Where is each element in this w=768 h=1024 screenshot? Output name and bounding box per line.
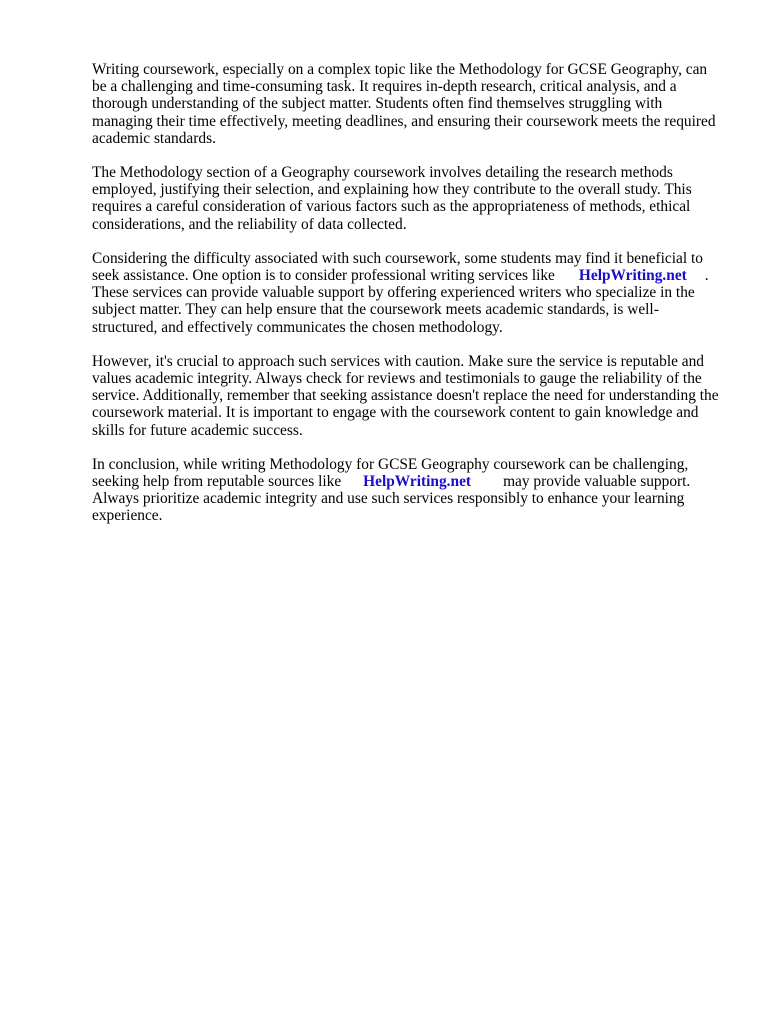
paragraph-text-after: may provide valuable support. Always prioritize academic integrity and use such services responsibly to enhance your learning experience. [92, 473, 691, 525]
helpwriting-link[interactable]: HelpWriting.net [578, 267, 687, 285]
helpwriting-link[interactable]: HelpWriting.net [363, 473, 472, 491]
paragraph-text: However, it's crucial to approach such services with caution. Make sure the service is reputable and values academic integrity. Always check for reviews and testimonials to gauge the reliability of the service. Additionally, remember that seeking assistance doesn't replace the need for understanding the coursework material. It is important to engage with the coursework content to gain knowledge and skills for future academic success. [92, 352, 719, 439]
document-page [92, 61, 724, 542]
paragraph-assistance [92, 250, 724, 336]
paragraph-text-before: In conclusion, while writing Methodology for GCSE Geography coursework can be challenging, seeking help from reputable sources like [92, 455, 689, 491]
paragraph-conclusion [92, 456, 724, 525]
paragraph-text: The Methodology section of a Geography coursework involves detailing the research methods employed, justifying their selection, and explaining how they contribute to the overall study. This requires a careful consideration of various factors such as the appropriateness of methods, ethical considerations, and the reliability of data collected. [92, 164, 692, 233]
paragraph-text-before: Considering the difficulty associated with such coursework, some students may find it beneficial to seek assistance. One option is to consider professional writing services like [92, 249, 703, 285]
paragraph-caution [92, 353, 724, 439]
paragraph-text: Writing coursework, especially on a complex topic like the Methodology for GCSE Geography, can be a challenging and time-consuming task. It requires in-depth research, critical analysis, and a thorough understanding of the subject matter. Students often find themselves struggling with managing their time effectively, meeting deadlines, and ensuring their coursework meets the required academic standards. [92, 61, 716, 147]
paragraph-text-after: . These services can provide valuable support by offering experienced writers who specialize in the subject matter. They can help ensure that the coursework meets academic standards, is well-structured, and effectively communicates the chosen methodology. [92, 267, 709, 336]
paragraph-methodology [92, 164, 724, 233]
paragraph-intro [92, 61, 724, 147]
